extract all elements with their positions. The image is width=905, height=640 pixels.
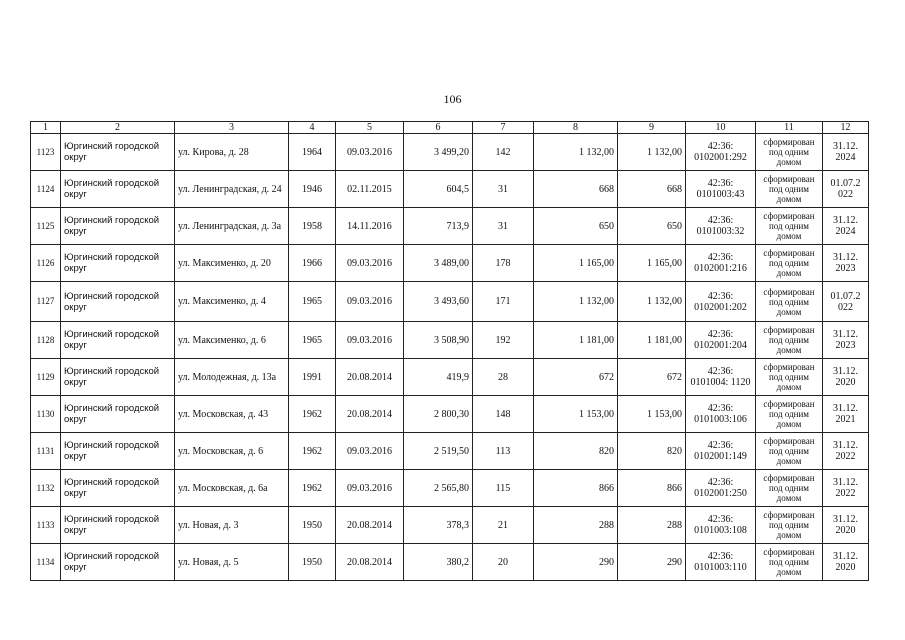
total-area-cell: 2 519,50 <box>404 433 473 470</box>
land-area-formed-cell: 820 <box>618 433 686 470</box>
row-number: 1125 <box>31 208 61 245</box>
deadline-cell: 31.12. 2024 <box>823 208 869 245</box>
address-cell: ул. Московская, д. 6а <box>175 470 289 507</box>
residents-count-cell: 142 <box>473 134 534 171</box>
total-area-cell: 713,9 <box>404 208 473 245</box>
table-row <box>31 470 869 507</box>
date-cell: 09.03.2016 <box>336 322 404 359</box>
table-row <box>31 134 869 171</box>
land-status-cell: сформирован под одним домом <box>756 245 823 282</box>
address-cell: ул. Максименко, д. 4 <box>175 282 289 322</box>
land-status-cell: сформирован под одним домом <box>756 433 823 470</box>
municipality-cell: Юргинский городской округ <box>61 134 175 171</box>
land-area-cell: 650 <box>534 208 618 245</box>
column-number: 2 <box>61 122 175 134</box>
deadline-cell: 31.12. 2020 <box>823 507 869 544</box>
land-area-formed-cell: 672 <box>618 359 686 396</box>
date-cell: 20.08.2014 <box>336 359 404 396</box>
land-status-cell: сформирован под одним домом <box>756 396 823 433</box>
table-row <box>31 396 869 433</box>
cadastral-number-cell: 42:36: 0102001:202 <box>686 282 756 322</box>
cadastral-number-cell: 42:36: 0101003:108 <box>686 507 756 544</box>
residents-count-cell: 113 <box>473 433 534 470</box>
year-built-cell: 1958 <box>289 208 336 245</box>
column-number: 4 <box>289 122 336 134</box>
address-cell: ул. Новая, д. 5 <box>175 544 289 581</box>
column-number: 11 <box>756 122 823 134</box>
page-number: 106 <box>443 92 462 106</box>
address-cell: ул. Ленинградская, д. 24 <box>175 171 289 208</box>
land-area-formed-cell: 288 <box>618 507 686 544</box>
row-number: 1127 <box>31 282 61 322</box>
total-area-cell: 2 800,30 <box>404 396 473 433</box>
deadline-cell: 01.07.2 022 <box>823 171 869 208</box>
deadline-cell: 31.12. 2024 <box>823 134 869 171</box>
address-cell: ул. Максименко, д. 6 <box>175 322 289 359</box>
land-area-cell: 1 181,00 <box>534 322 618 359</box>
column-number: 9 <box>618 122 686 134</box>
address-cell: ул. Московская, д. 6 <box>175 433 289 470</box>
deadline-cell: 31.12. 2022 <box>823 470 869 507</box>
date-cell: 09.03.2016 <box>336 433 404 470</box>
column-number: 5 <box>336 122 404 134</box>
column-number: 1 <box>31 122 61 134</box>
row-number: 1130 <box>31 396 61 433</box>
cadastral-number-cell: 42:36: 0101003:43 <box>686 171 756 208</box>
deadline-cell: 31.12. 2023 <box>823 322 869 359</box>
municipality-cell: Юргинский городской округ <box>61 208 175 245</box>
date-cell: 09.03.2016 <box>336 470 404 507</box>
land-area-cell: 1 153,00 <box>534 396 618 433</box>
year-built-cell: 1962 <box>289 396 336 433</box>
date-cell: 02.11.2015 <box>336 171 404 208</box>
land-status-cell: сформирован под одним домом <box>756 470 823 507</box>
residents-count-cell: 171 <box>473 282 534 322</box>
date-cell: 20.08.2014 <box>336 507 404 544</box>
land-area-formed-cell: 1 132,00 <box>618 134 686 171</box>
year-built-cell: 1965 <box>289 322 336 359</box>
total-area-cell: 2 565,80 <box>404 470 473 507</box>
row-number: 1123 <box>31 134 61 171</box>
address-cell: ул. Максименко, д. 20 <box>175 245 289 282</box>
address-cell: ул. Молодежная, д. 13а <box>175 359 289 396</box>
column-number: 7 <box>473 122 534 134</box>
land-area-formed-cell: 1 132,00 <box>618 282 686 322</box>
land-area-formed-cell: 668 <box>618 171 686 208</box>
address-cell: ул. Новая, д. 3 <box>175 507 289 544</box>
land-area-formed-cell: 650 <box>618 208 686 245</box>
table-row <box>31 544 869 581</box>
year-built-cell: 1962 <box>289 433 336 470</box>
municipality-cell: Юргинский городской округ <box>61 396 175 433</box>
deadline-cell: 31.12. 2020 <box>823 544 869 581</box>
year-built-cell: 1950 <box>289 544 336 581</box>
address-cell: ул. Кирова, д. 28 <box>175 134 289 171</box>
land-area-cell: 866 <box>534 470 618 507</box>
date-cell: 20.08.2014 <box>336 396 404 433</box>
municipality-cell: Юргинский городской округ <box>61 359 175 396</box>
land-area-formed-cell: 1 153,00 <box>618 396 686 433</box>
date-cell: 14.11.2016 <box>336 208 404 245</box>
total-area-cell: 380,2 <box>404 544 473 581</box>
date-cell: 20.08.2014 <box>336 544 404 581</box>
cadastral-number-cell: 42:36: 0101003:110 <box>686 544 756 581</box>
cadastral-number-cell: 42:36: 0102001:204 <box>686 322 756 359</box>
land-area-formed-cell: 290 <box>618 544 686 581</box>
cadastral-number-cell: 42:36: 0102001:250 <box>686 470 756 507</box>
land-area-cell: 1 132,00 <box>534 282 618 322</box>
year-built-cell: 1965 <box>289 282 336 322</box>
residents-count-cell: 115 <box>473 470 534 507</box>
row-number: 1132 <box>31 470 61 507</box>
total-area-cell: 419,9 <box>404 359 473 396</box>
total-area-cell: 3 489,00 <box>404 245 473 282</box>
land-area-formed-cell: 1 165,00 <box>618 245 686 282</box>
date-cell: 09.03.2016 <box>336 134 404 171</box>
date-cell: 09.03.2016 <box>336 282 404 322</box>
residents-count-cell: 148 <box>473 396 534 433</box>
land-status-cell: сформирован под одним домом <box>756 208 823 245</box>
year-built-cell: 1964 <box>289 134 336 171</box>
date-cell: 09.03.2016 <box>336 245 404 282</box>
column-number-row <box>31 122 869 134</box>
table-row <box>31 171 869 208</box>
total-area-cell: 3 499,20 <box>404 134 473 171</box>
cadastral-number-cell: 42:36: 0102001:149 <box>686 433 756 470</box>
column-number: 10 <box>686 122 756 134</box>
table-row <box>31 282 869 322</box>
table-row <box>31 507 869 544</box>
address-cell: ул. Ленинградская, д. 3а <box>175 208 289 245</box>
residents-count-cell: 31 <box>473 208 534 245</box>
municipality-cell: Юргинский городской округ <box>61 470 175 507</box>
municipality-cell: Юргинский городской округ <box>61 245 175 282</box>
residents-count-cell: 31 <box>473 171 534 208</box>
row-number: 1129 <box>31 359 61 396</box>
row-number: 1131 <box>31 433 61 470</box>
table-row <box>31 359 869 396</box>
year-built-cell: 1946 <box>289 171 336 208</box>
table-row <box>31 433 869 470</box>
total-area-cell: 378,3 <box>404 507 473 544</box>
column-number: 3 <box>175 122 289 134</box>
land-area-formed-cell: 1 181,00 <box>618 322 686 359</box>
municipality-cell: Юргинский городской округ <box>61 433 175 470</box>
land-area-formed-cell: 866 <box>618 470 686 507</box>
total-area-cell: 604,5 <box>404 171 473 208</box>
land-status-cell: сформирован под одним домом <box>756 134 823 171</box>
municipality-cell: Юргинский городской округ <box>61 322 175 359</box>
municipality-cell: Юргинский городской округ <box>61 507 175 544</box>
year-built-cell: 1966 <box>289 245 336 282</box>
municipality-cell: Юргинский городской округ <box>61 171 175 208</box>
cadastral-number-cell: 42:36: 0101003:106 <box>686 396 756 433</box>
deadline-cell: 31.12. 2023 <box>823 245 869 282</box>
land-area-cell: 1 165,00 <box>534 245 618 282</box>
land-area-cell: 668 <box>534 171 618 208</box>
year-built-cell: 1950 <box>289 507 336 544</box>
residents-count-cell: 28 <box>473 359 534 396</box>
cadastral-number-cell: 42:36: 0101004: 1120 <box>686 359 756 396</box>
cadastral-number-cell: 42:36: 0102001:216 <box>686 245 756 282</box>
row-number: 1128 <box>31 322 61 359</box>
cadastral-number-cell: 42:36: 0101003:32 <box>686 208 756 245</box>
land-status-cell: сформирован под одним домом <box>756 171 823 208</box>
land-area-cell: 1 132,00 <box>534 134 618 171</box>
deadline-cell: 31.12. 2020 <box>823 359 869 396</box>
row-number: 1124 <box>31 171 61 208</box>
residents-count-cell: 20 <box>473 544 534 581</box>
land-status-cell: сформирован под одним домом <box>756 359 823 396</box>
deadline-cell: 31.12. 2022 <box>823 433 869 470</box>
land-status-cell: сформирован под одним домом <box>756 507 823 544</box>
column-number: 12 <box>823 122 869 134</box>
row-number: 1126 <box>31 245 61 282</box>
residents-count-cell: 178 <box>473 245 534 282</box>
year-built-cell: 1962 <box>289 470 336 507</box>
residents-count-cell: 21 <box>473 507 534 544</box>
year-built-cell: 1991 <box>289 359 336 396</box>
table-row <box>31 322 869 359</box>
row-number: 1134 <box>31 544 61 581</box>
total-area-cell: 3 493,60 <box>404 282 473 322</box>
land-status-cell: сформирован под одним домом <box>756 282 823 322</box>
column-number: 6 <box>404 122 473 134</box>
deadline-cell: 01.07.2 022 <box>823 282 869 322</box>
table-row <box>31 208 869 245</box>
row-number: 1133 <box>31 507 61 544</box>
table-row <box>31 245 869 282</box>
column-number: 8 <box>534 122 618 134</box>
land-status-cell: сформирован под одним домом <box>756 322 823 359</box>
land-status-cell: сформирован под одним домом <box>756 544 823 581</box>
total-area-cell: 3 508,90 <box>404 322 473 359</box>
address-cell: ул. Московская, д. 43 <box>175 396 289 433</box>
land-area-cell: 290 <box>534 544 618 581</box>
deadline-cell: 31.12. 2021 <box>823 396 869 433</box>
land-area-cell: 672 <box>534 359 618 396</box>
land-area-cell: 820 <box>534 433 618 470</box>
housing-registry-table <box>30 121 869 581</box>
land-area-cell: 288 <box>534 507 618 544</box>
municipality-cell: Юргинский городской округ <box>61 544 175 581</box>
cadastral-number-cell: 42:36: 0102001:292 <box>686 134 756 171</box>
municipality-cell: Юргинский городской округ <box>61 282 175 322</box>
residents-count-cell: 192 <box>473 322 534 359</box>
